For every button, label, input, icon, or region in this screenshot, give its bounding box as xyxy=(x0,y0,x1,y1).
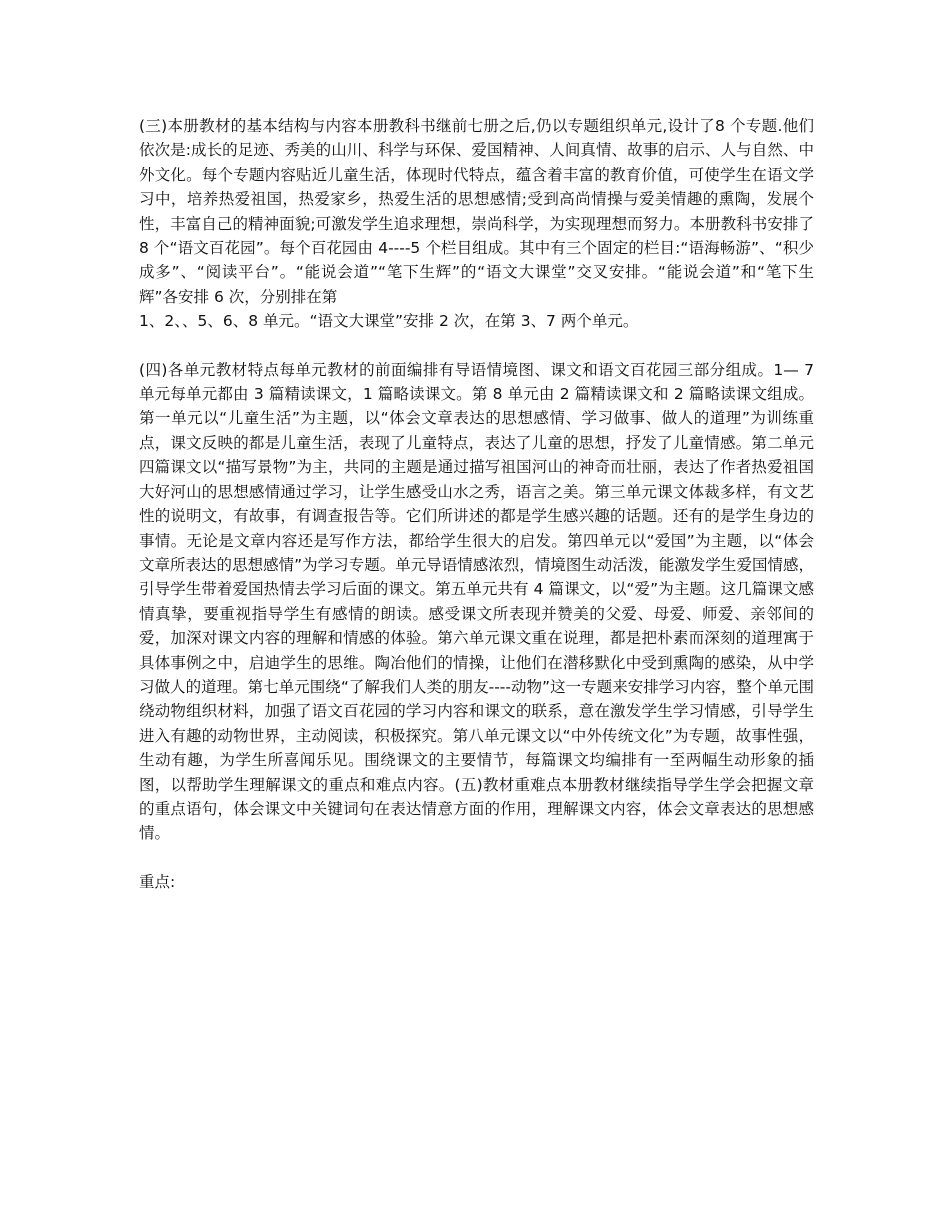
paragraph-textbook-structure: (三)本册教材的基本结构与内容本册教科书继前七册之后,仍以专题组织单元,设计了8 个专题.他们依次是:成长的足迹、秀美的山川、科学与环保、爱国精神、人间真情、故事的启示、人与自然、中外文化。每个专题内容贴近儿童生活，体现时代特点，蕴含着丰富的教育价值，可使学生在语文学习中，培养热爱祖国，热爱家乡，热爱生活的思想感情;受到高尚情操与爱美情趣的熏陶，发展个性，丰富自己的精神面貌;可激发学生追求理想，崇尚科学，为实现理想而努力。本册教科书安排了 8 个“语文百花园”。每个百花园由 4----5 个栏目组成。其中有三个固定的栏目:“语海畅游”、“积少成多”、“阅读平台”。“能说会道”“笔下生辉”的“语文大课堂”交叉安排。“能说会道”和“笔下生辉”各安排 6 次，分别排在第 1、2、、5、6、8 单元。“语文大课堂”安排 2 次，在第 3、7 两个单元。 xyxy=(139,117,814,331)
document-body xyxy=(139,114,814,918)
key-points-heading: 重点: xyxy=(139,872,176,891)
paragraph-unit-features: (四)各单元教材特点每单元教材的前面编排有导语情境图、课文和语文百花园三部分组成。1— 7 单元每单元都由 3 篇精读课文，1 篇略读课文。第 8 单元由 2 篇精读课文和 2 篇略读课文组成。第一单元以“儿童生活”为主题，以“体会文章表达的思想感情、学习做事、做人的道理”为训练重点，课文反映的都是儿童生活，表现了儿童特点，表达了儿童的思想，抒发了儿童情感。第二单元四篇课文以“描写景物”为主，共同的主题是通过描写祖国河山的神奇而壮丽，表达了作者热爱祖国大好河山的思想感情通过学习，让学生感受山水之秀，语言之美。第三单元课文体裁多样，有文艺性的说明文，有故事，有调查报告等。它们所讲述的都是学生感兴趣的话题。还有的是学生身边的事情。无论是文章内容还是写作方法，都给学生很大的启发。第四单元以“爱国”为主题，以“体会文章所表达的思想感情”为学习专题。单元导语情感浓烈，情境图生动活泼，能激发学生爱国情感，引导学生带着爱国热情去学习后面的课文。第五单元共有 4 篇课文，以“爱”为主题。这几篇课文感情真挚，要重视指导学生有感情的朗读。感受课文所表现并赞美的父爱、母爱、师爱、亲邻间的爱，加深对课文内容的理解和情感的体验。第六单元课文重在说理，都是把朴素而深刻的道理寓于具体事例之中，启迪学生的思维。陶冶他们的情操，让他们在潜移默化中受到熏陶的感染，从中学习做人的道理。第七单元围绕“了解我们人类的朋友----动物”这一专题来安排学习内容，整个单元围绕动物组织材料，加强了语文百花园的学习内容和课文的联系，意在激发学生学习情感，引导学生进入有趣的动物世界，主动阅读，积极探究。第八单元课文以“中外传统文化”为专题，故事性强，生动有趣，为学生所喜闻乐见。围绕课文的主要情节，每篇课文均编排有一至两幅生动形象的插图，以帮助学生理解课文的重点和难点内容。(五)教材重难点本册教材继续指导学生学会把握文章的重点语句，体会课文中关键词句在表达情意方面的作用，理解课文内容，体会文章表达的思想感情。 xyxy=(139,360,814,843)
